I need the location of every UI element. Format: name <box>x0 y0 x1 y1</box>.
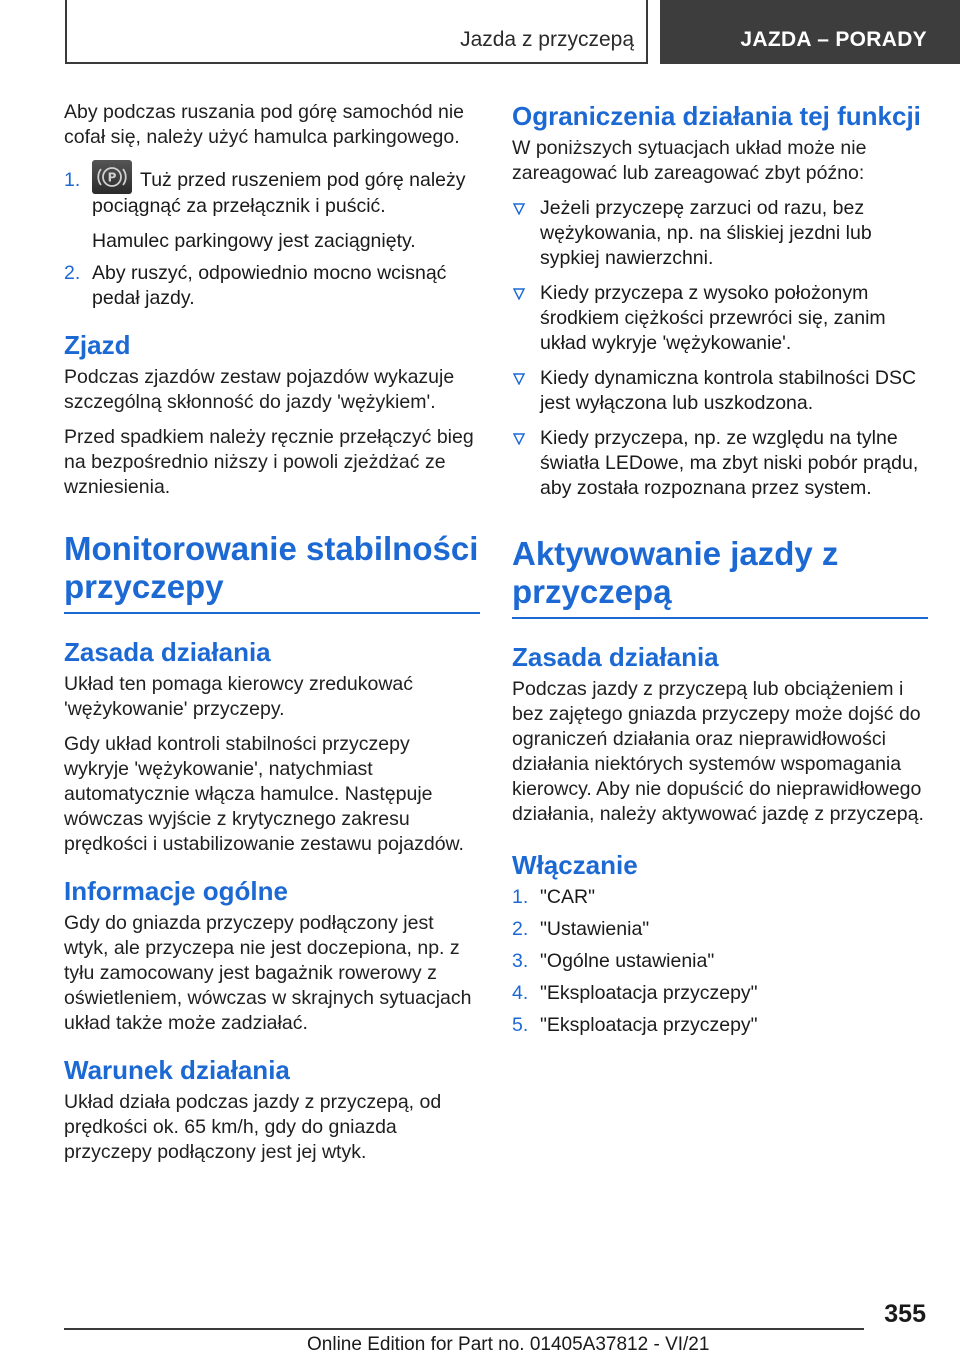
left-column <box>64 100 480 1175</box>
list-item <box>512 281 928 356</box>
zasada-right-paragraph: Podczas jazdy z przyczepą lub obciążeniem i bez zajętego gniazda przyczepy może dojść do ograniczeń działania oraz nieprawidłowości działania niektórych systemów wspomagania kierowcy. Aby nie dopuścić do nieprawidłowego działania, należy aktywować jazdę z przyczepą. <box>512 678 924 825</box>
triangle-bullet-icon <box>513 433 525 445</box>
list-item <box>64 261 480 311</box>
step-text: Tuż przed ruszeniem pod górę należy pociągnąć za przełącznik i puścić. <box>92 169 466 217</box>
step-text: "Ustawienia" <box>540 918 650 940</box>
triangle-bullet-icon <box>513 288 525 300</box>
heading-informacje: Informacje ogólne <box>64 876 288 906</box>
zjazd-paragraph-1: Podczas zjazdów zestaw pojazdów wykazuje szczególną skłonność do jazdy 'wężykiem'. <box>64 366 455 413</box>
heading-wlaczanie: Włączanie <box>512 850 638 880</box>
list-item <box>512 917 928 942</box>
zasada-paragraph-1: Układ ten pomaga kierowcy zredukować 'wężykowanie' przyczepy. <box>64 673 414 720</box>
step-text: Aby ruszyć, odpowiednio mocno wcisnąć pedał jazdy. <box>92 262 447 309</box>
step-number: 1. <box>512 886 529 908</box>
step-text: "Eksploatacja przyczepy" <box>540 982 758 1004</box>
list-item-text: Kiedy przyczepa, np. ze względu na tylne światła LEDowe, ma zbyt niski pobór prądu, aby została rozpoznana przez system. <box>540 427 919 499</box>
step-text: "CAR" <box>540 886 596 908</box>
hill-start-steps <box>64 168 480 311</box>
list-item <box>512 885 928 910</box>
warunek-paragraph: Układ działa podczas jazdy z przyczepą, od prędkości ok. 65 km/h, gdy do gniazda przyczepy podłączony jest jej wtyk. <box>64 1091 442 1163</box>
list-item <box>512 1013 928 1038</box>
footer-rule <box>64 1328 864 1330</box>
list-item <box>512 426 928 501</box>
list-item <box>512 949 928 974</box>
header-chapter-title: JAZDA – PORADY <box>740 28 927 51</box>
header-section-title: Jazda z przyczepą <box>460 28 634 51</box>
ograniczenia-intro: W poniższych sytuacjach układ może nie zareagować lub zareagować zbyt późno: <box>512 137 867 184</box>
step-number: 2. <box>64 262 81 284</box>
page-number: 355 <box>884 1300 926 1328</box>
footer-edition: Online Edition for Part no. 01405A37812 - VI/21 <box>307 1334 710 1355</box>
heading-warunek: Warunek działania <box>64 1055 290 1085</box>
step-text: "Eksploatacja przyczepy" <box>540 1014 758 1036</box>
step-subtext: Hamulec parkingowy jest zaciągnięty. <box>92 230 416 252</box>
triangle-bullet-icon <box>513 373 525 385</box>
header-chapter-box <box>660 0 960 64</box>
step-number: 1. <box>64 169 81 191</box>
list-item <box>512 981 928 1006</box>
triangle-bullet-icon <box>513 203 525 215</box>
list-item <box>512 196 928 271</box>
list-item <box>64 168 480 254</box>
heading-ograniczenia: Ograniczenia działania tej funkcji <box>512 101 921 131</box>
step-number: 3. <box>512 950 529 972</box>
svg-text:P: P <box>107 170 117 185</box>
list-item-text: Kiedy przyczepa z wysoko położonym środkiem ciężkości przewróci się, zanim układ wykryje 'wężykowanie'. <box>540 282 886 354</box>
step-text: "Ogólne ustawienia" <box>540 950 715 972</box>
right-column <box>512 100 928 1048</box>
zasada-paragraph-2: Gdy układ kontroli stabilności przyczepy wykryje 'wężykowanie', natychmiast automatycznie włącza hamulce. Następuje wówczas wyjście z krytycznego zakresu prędkości i ustabilizowanie zestawu pojazdów. <box>64 733 464 855</box>
step-number: 5. <box>512 1014 529 1036</box>
heading-zasada-right: Zasada działania <box>512 642 719 672</box>
step-number: 4. <box>512 982 529 1004</box>
list-item-text: Jeżeli przyczepę zarzuci od razu, bez wężykowania, np. na śliskiej jezdni lub sypkiej nawierzchni. <box>540 197 872 269</box>
heading-zasada-left: Zasada działania <box>64 637 271 667</box>
heading-aktywowanie: Aktywowanie jazdy z przyczepą <box>512 535 928 619</box>
list-item <box>512 366 928 416</box>
info-paragraph: Gdy do gniazda przyczepy podłączony jest wtyk, ale przyczepa nie jest doczepiona, np. z tyłu zamocowany jest bagażnik rowerowy z oświetleniem, wówczas w skrajnych sytuacjach układ także może zadziałać. <box>64 912 472 1034</box>
heading-zjazd: Zjazd <box>64 330 131 360</box>
intro-paragraph: Aby podczas ruszania pod górę samochód nie cofał się, należy użyć hamulca parkingowego. <box>64 101 464 148</box>
list-item-text: Kiedy dynamiczna kontrola stabilności DSC jest wyłączona lub uszkodzona. <box>540 367 917 414</box>
step-number: 2. <box>512 918 529 940</box>
header-section-box <box>65 0 648 64</box>
limitations-list <box>512 196 928 501</box>
zjazd-paragraph-2: Przed spadkiem należy ręcznie przełączyć bieg na bezpośrednio niższy i powoli zjeżdżać ze wzniesienia. <box>64 426 474 498</box>
heading-monitorowanie: Monitorowanie stabilności przyczepy <box>64 530 480 614</box>
activation-steps <box>512 885 928 1038</box>
parking-brake-icon <box>92 160 132 194</box>
